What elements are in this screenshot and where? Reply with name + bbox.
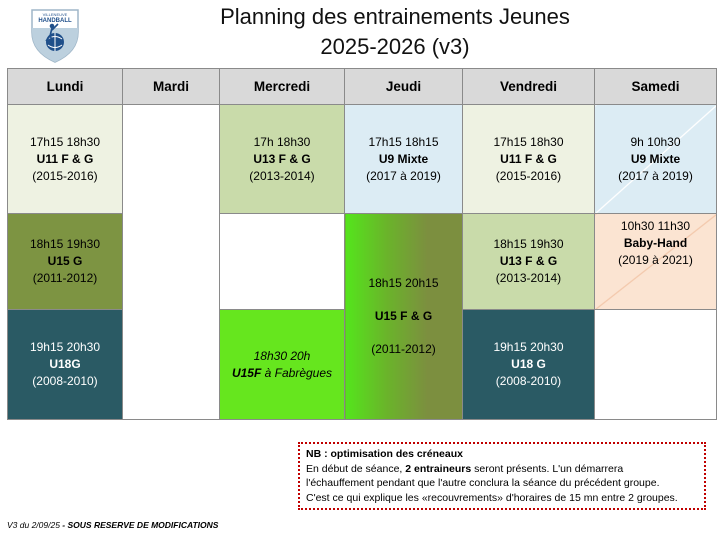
day-header-lundi: Lundi bbox=[8, 69, 123, 105]
slot-years: (2008-2010) bbox=[32, 374, 98, 388]
day-header-row bbox=[8, 69, 717, 105]
slot-lundi-3 bbox=[8, 310, 123, 420]
version-text: V3 du 2/09/25 bbox=[7, 520, 63, 530]
slot-time: 17h15 18h30 bbox=[29, 134, 101, 149]
slot-time: 10h30 11h30 bbox=[620, 219, 691, 233]
slot-years: (2017 à 2019) bbox=[366, 168, 441, 183]
slot-years: (2015-2016) bbox=[495, 168, 562, 183]
slot-group: U9 Mixte bbox=[630, 151, 681, 166]
note-text: seront présents. L'un démarrera bbox=[471, 462, 624, 475]
day-header-jeudi: Jeudi bbox=[345, 69, 463, 105]
logo-top-text: VILLENEUVE bbox=[42, 12, 68, 17]
footer-version bbox=[7, 520, 218, 530]
note-text: En début de séance, bbox=[306, 462, 406, 475]
note-line-1 bbox=[306, 462, 698, 477]
slot-jeudi-1 bbox=[345, 105, 463, 214]
slot-group: U15 G bbox=[47, 254, 83, 268]
slot-time: 9h 10h30 bbox=[630, 134, 681, 149]
page-title: Planning des entrainements Jeunes bbox=[220, 4, 570, 29]
slot-years: (2019 à 2021) bbox=[618, 253, 693, 267]
slot-place: à Fabrègues bbox=[264, 365, 333, 380]
slot-group: U18 G bbox=[511, 357, 546, 371]
slot-group: U15 F & G bbox=[374, 309, 433, 323]
slot-lundi-2 bbox=[8, 214, 123, 310]
slot-row-1 bbox=[8, 105, 717, 214]
slot-samedi-empty bbox=[595, 310, 717, 420]
slot-row-2 bbox=[8, 214, 717, 310]
note-heading: NB : optimisation des créneaux bbox=[306, 448, 463, 460]
day-header-samedi: Samedi bbox=[595, 69, 717, 105]
slot-years: (2008-2010) bbox=[495, 374, 562, 388]
slot-years: (2017 à 2019) bbox=[618, 168, 693, 183]
slot-time: 17h15 18h15 bbox=[368, 134, 439, 149]
page-subtitle: 2025-2026 (v3) bbox=[320, 34, 470, 59]
slot-time: 17h 18h30 bbox=[253, 134, 311, 149]
slot-group: U9 Mixte bbox=[378, 151, 429, 166]
slot-time: 18h15 20h15 bbox=[368, 276, 439, 290]
day-header-mardi: Mardi bbox=[123, 69, 220, 105]
day-header-mercredi: Mercredi bbox=[220, 69, 345, 105]
slot-time: 19h15 20h30 bbox=[493, 340, 564, 354]
slot-time: 18h30 20h bbox=[253, 348, 311, 363]
slot-mardi-empty bbox=[123, 105, 220, 420]
schedule-table bbox=[7, 68, 717, 420]
slot-time: 18h15 19h30 bbox=[493, 237, 564, 251]
slot-years: (2011-2012) bbox=[32, 271, 98, 285]
club-logo bbox=[28, 6, 82, 64]
slot-group: U11 F & G bbox=[500, 151, 557, 166]
slot-group: U18G bbox=[49, 357, 81, 371]
slot-years: (2013-2014) bbox=[495, 271, 562, 285]
slot-jeudi-2 bbox=[345, 214, 463, 420]
slot-samedi-1 bbox=[595, 105, 717, 214]
slot-vendredi-3 bbox=[463, 310, 595, 420]
slot-group: U13 F & G bbox=[499, 254, 558, 268]
slot-vendredi-1 bbox=[463, 105, 595, 214]
slot-mercredi-empty bbox=[220, 214, 345, 310]
slot-group: U15F bbox=[231, 365, 262, 380]
note-line-2: l'échauffement pendant que l'autre conclura la séance du précédent groupe. bbox=[306, 477, 660, 489]
reserve-text: - SOUS RESERVE DE MODIFICATIONS bbox=[62, 520, 219, 530]
note-emphasis: 2 entraineurs bbox=[405, 462, 472, 475]
slot-group: Baby-Hand bbox=[623, 236, 688, 250]
slot-group: U13 F & G bbox=[253, 151, 311, 166]
slot-group: U11 F & G bbox=[36, 151, 94, 166]
slot-samedi-2 bbox=[595, 214, 717, 310]
note-box bbox=[298, 442, 706, 510]
slot-mercredi-1 bbox=[220, 105, 345, 214]
slot-time: 17h15 18h30 bbox=[493, 134, 564, 149]
slot-years: (2015-2016) bbox=[32, 168, 98, 183]
slot-years: (2013-2014) bbox=[249, 168, 315, 183]
note-line-3: C'est ce qui explique les «recouvrements» d'horaires de 15 mn entre 2 groupes. bbox=[306, 491, 678, 504]
day-header-vendredi: Vendredi bbox=[463, 69, 595, 105]
slot-vendredi-2 bbox=[463, 214, 595, 310]
slot-mercredi-3 bbox=[220, 310, 345, 420]
slot-lundi-1 bbox=[8, 105, 123, 214]
logo-brand-text: HANDBALL bbox=[38, 18, 72, 24]
slot-years: (2011-2012) bbox=[371, 342, 436, 356]
slot-time: 19h15 20h30 bbox=[29, 340, 101, 354]
slot-time: 18h15 19h30 bbox=[29, 237, 101, 251]
